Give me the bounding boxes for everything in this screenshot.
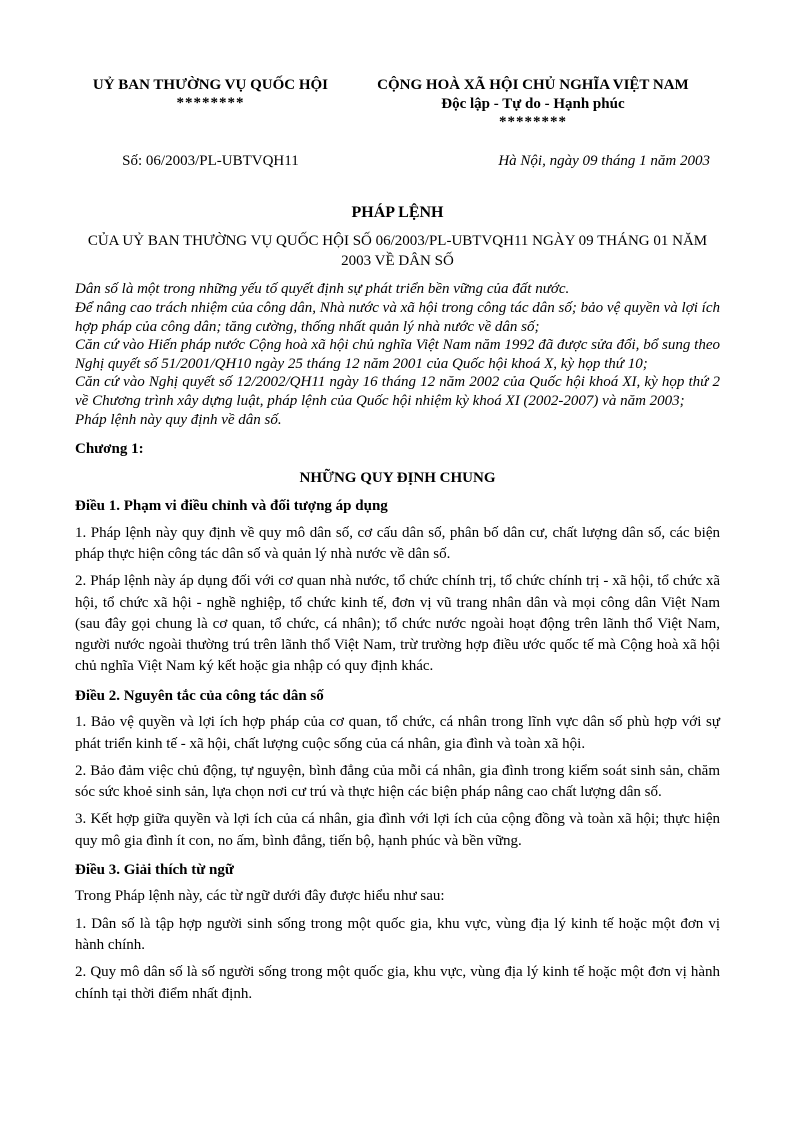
preamble-paragraph: Căn cứ vào Nghị quyết số 12/2002/QH11 ngày 16 tháng 12 năm 2002 của Quốc hội khoá XI, kỳ họp thứ 2 về Chương trình xây dựng luật, pháp lệnh của Quốc hội nhiệm kỳ khoá XI (2002-2007) và năm 2003; <box>75 374 720 409</box>
article-paragraph: 1. Dân số là tập hợp người sinh sống trong một quốc gia, khu vực, vùng địa lý kinh tế hoặc một đơn vị hành chính. <box>75 915 720 954</box>
chapter-label: Chương 1: <box>75 441 144 458</box>
document-header <box>75 76 720 131</box>
motto-stars-divider: ******** <box>498 114 567 131</box>
article-heading: Điều 3. Giải thích từ ngữ <box>75 861 234 878</box>
document-subtitle: CỦA UỶ BAN THƯỜNG VỤ QUỐC HỘI SỐ 06/2003/PL-UBTVQH11 NGÀY 09 THÁNG 01 NĂM 2003 VỀ DÂN SỐ <box>87 232 708 270</box>
article <box>75 861 720 1005</box>
chapter-title: NHỮNG QUY ĐỊNH CHUNG <box>299 469 496 486</box>
article-paragraph: 2. Quy mô dân số là số người sống trong một quốc gia, khu vực, vùng địa lý kinh tế hoặc một đơn vị hành chính tại thời điểm nhất định. <box>75 964 720 1002</box>
preamble <box>75 280 720 429</box>
issuer-name: UỶ BAN THƯỜNG VỤ QUỐC HỘI <box>92 77 329 93</box>
preamble-paragraph: Pháp lệnh này quy định về dân số. <box>75 411 282 428</box>
header-issuer-block <box>75 76 346 131</box>
preamble-paragraph: Căn cứ vào Hiến pháp nước Cộng hoà xã hội chủ nghĩa Việt Nam năm 1992 đã được sửa đổi, bổ sung theo Nghị quyết số 51/2001/QH10 ngày 25 tháng 12 năm 2001 của Quốc hội khoá X, kỳ họp thứ 10; <box>75 337 720 372</box>
article <box>75 687 720 852</box>
document-number: Số: 06/2003/PL-UBTVQH11 <box>122 152 299 169</box>
preamble-paragraph: Để nâng cao trách nhiệm của công dân, Nhà nước và xã hội trong công tác dân số; bảo vệ quyền và lợi ích hợp pháp của công dân; tăng cường, thống nhất quản lý nhà nước về dân số; <box>75 299 720 335</box>
place-and-date: Hà Nội, ngày 09 tháng 1 năm 2003 <box>498 152 710 169</box>
preamble-paragraph: Dân số là một trong những yếu tố quyết định sự phát triển bền vững của đất nước. <box>75 281 570 298</box>
header-republic-block <box>346 76 720 131</box>
article-paragraph: 3. Kết hợp giữa quyền và lợi ích của cá nhân, gia đình với lợi ích của cộng đồng và toàn xã hội; thực hiện quy mô gia đình ít con, no ấm, bình đẳng, tiến bộ, hạnh phúc và bền vững. <box>75 811 720 849</box>
republic-name: CỘNG HOÀ XÃ HỘI CHỦ NGHĨA VIỆT NAM <box>377 77 689 93</box>
article-paragraph: 1. Pháp lệnh này quy định về quy mô dân số, cơ cấu dân số, phân bố dân cư, chất lượng dân số, các biện pháp thực hiện công tác dân số và quản lý nhà nước về dân số. <box>75 524 720 562</box>
article-heading: Điều 2. Nguyên tắc của công tác dân số <box>75 687 324 704</box>
article-paragraph: 2. Bảo đảm việc chủ động, tự nguyện, bình đẳng của mỗi cá nhân, gia đình trong kiểm soát sinh sản, chăm sóc sức khoẻ sinh sản, lựa chọn nơi cư trú và thực hiện các biện pháp nâng cao chất lượng dân số. <box>75 762 720 801</box>
article-paragraph: Trong Pháp lệnh này, các từ ngữ dưới đây được hiểu như sau: <box>75 888 445 905</box>
article-paragraph: 1. Bảo vệ quyền và lợi ích hợp pháp của cơ quan, tổ chức, cá nhân trong lĩnh vực dân số phù hợp với sự phát triển kinh tế - xã hội, chất lượng cuộc sống của cá nhân, gia đình và toàn xã hội. <box>75 714 720 752</box>
national-motto: Độc lập - Tự do - Hạnh phúc <box>441 96 625 113</box>
article <box>75 497 720 678</box>
article-paragraph: 2. Pháp lệnh này áp dụng đối với cơ quan nhà nước, tổ chức chính trị, tổ chức chính trị - xã hội, tổ chức xã hội, tổ chức xã hội - nghề nghiệp, tổ chức kinh tế, đơn vị vũ trang nhân dân và mọi công dân Việt Nam (sau đây gọi chung là cơ quan, tổ chức, cá nhân); tổ chức nước ngoài hoạt động trên lãnh thổ Việt Nam, người nước ngoài thường trú trên lãnh thổ Việt Nam, trừ trường hợp điều ước quốc tế mà Cộng hoà xã hội chủ nghĩa Việt Nam ký kết hoặc gia nhập có quy định khác. <box>75 573 720 675</box>
document-title: PHÁP LỆNH <box>351 203 444 221</box>
issuer-stars-divider: ******** <box>176 95 245 112</box>
document-meta-row <box>75 153 720 170</box>
article-heading: Điều 1. Phạm vi điều chỉnh và đối tượng áp dụng <box>75 498 388 515</box>
